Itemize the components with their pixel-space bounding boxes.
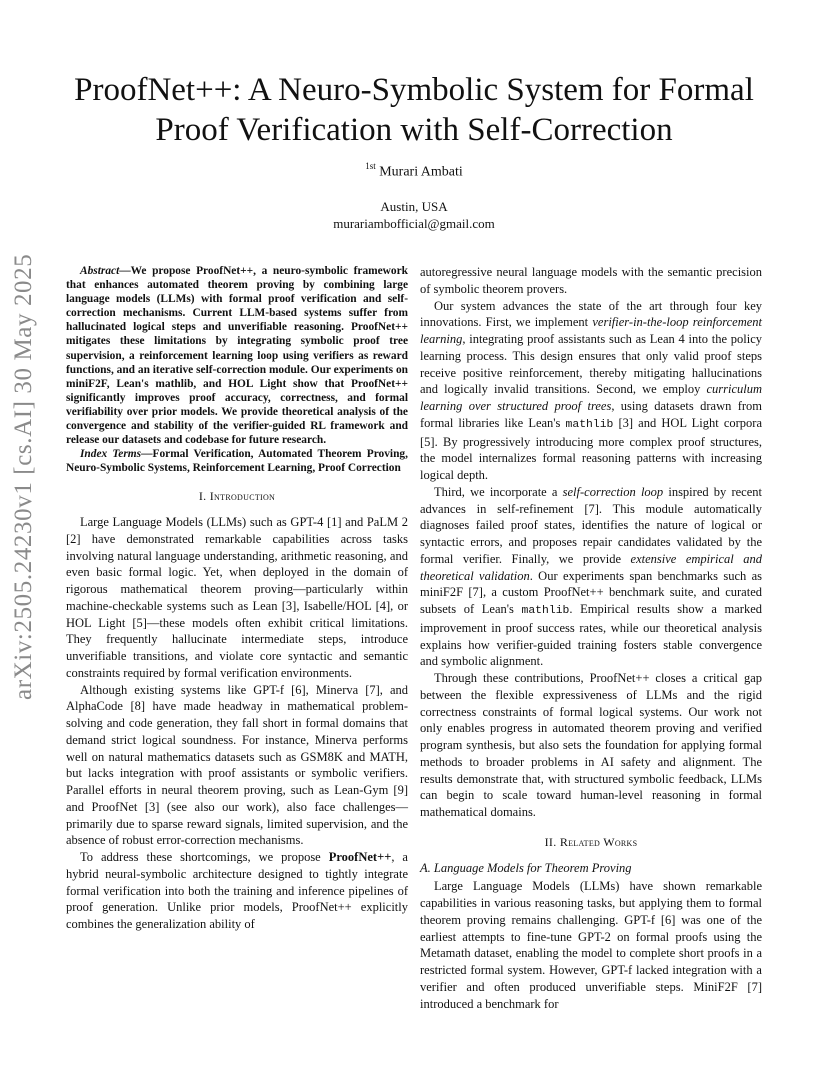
left-column — [66, 264, 408, 933]
arxiv-identifier: arXiv:2505.24230v1 [cs.AI] 30 May 2025 — [10, 253, 37, 700]
index-terms-label: Index Terms — [80, 448, 142, 461]
emphasis: curriculum learning over structured proof trees — [420, 382, 762, 413]
author — [0, 162, 828, 181]
author-name: Murari Ambati — [379, 164, 463, 180]
emphasis: self-correction loop — [562, 484, 664, 499]
author-ordinal: 1st — [365, 161, 376, 171]
text-run: [3] and HOL Light corpora [5]. By progressively introducing more complex proof structures, the model internalizes formal reasoning patterns with increasing logical depth. — [420, 415, 762, 482]
intro-paragraph-1: Large Language Models (LLMs) such as GPT-4 [1] and PaLM 2 [2] have demonstrated remarkable capabilities across tasks involving natural language understanding, arithmetic reasoning, and even basic formal logic. Yet, when deployed in the domain of rigorous mathematical theorem proving—particularly within machine-checkable systems such as Lean [3], Isabelle/HOL [4], or HOL Light [5]—these models often exhibit critical limitations. They frequently hallucinate intermediate steps, introduce unverifiable transitions, and violate core syntactic and semantic constraints required by formal verification environments. — [66, 515, 408, 680]
abstract-text: We propose ProofNet++, a neuro-symbolic framework that enhances automated theorem proving by combining large language models (LLMs) with formal proof verification and self-correction mechanisms. Current LLM-based systems suffer from hallucinated logical steps and unverifiable reasoning. ProofNet++ mitigates these limitations by integrating symbolic proof tree supervision, a reinforcement learning loop using verifiers as reward functions, and an iterative self-correction module. Our experiments on miniF2F, Lean's mathlib, and HOL Light show that ProofNet++ significantly improves proof accuracy, correctness, and formal verifiability over prior models. We provide theoretical analysis of the convergence and stability of the verifier-guided RL framework and release our datasets and codebase for future research. — [66, 265, 408, 447]
text-run: . Our experiments span benchmarks such as miniF2F [7], a custom ProofNet++ benchmark suite, and curated subsets of Lean's — [420, 568, 762, 616]
emphasis: verifier-in-the-loop reinforcement learning — [420, 315, 762, 346]
section-heading-introduction — [66, 488, 408, 505]
affiliation — [0, 198, 828, 232]
intro-paragraph-2: Although existing systems like GPT-f [6], Minerva [7], and AlphaCode [8] have made headway in mathematical problem-solving and code generation, they fall short in formal domains that demand strict logical soundness. For instance, Minerva performs well on natural mathematics datasets such as GSM8K and MATH, but lacks integration with proof assistants or symbolic verifiers. Parallel efforts in neural theorem proving, such as Lean-Gym [9] and ProofNet [3] (see also our work), also face challenges—primarily due to sparse reward signals, limited supervision, and the absence of robust error-correction mechanisms. — [66, 682, 408, 848]
index-terms-text: Formal Verification, Automated Theorem Proving, Neuro-Symbolic Systems, Reinforcement Learning, Proof Correction — [66, 448, 408, 475]
emphasis: extensive empirical and theoretical validation — [420, 551, 762, 583]
author-email: murariambofficial@gmail.com — [333, 216, 495, 231]
text-run: . Empirical results show a marked improvement in proof success rates, while our theoretical analysis explains how verifier-guided training fosters stable convergence and symbolic alignment. — [420, 602, 762, 669]
text-run: , a hybrid neural-symbolic architecture designed to tightly integrate formal verification into both the training and inference pipelines of proof generation. Unlike prior models, ProofNet++ explicitly combines the generalization ability of — [66, 850, 408, 932]
proofnet-name: ProofNet++ — [328, 850, 392, 865]
text-run: Our system advances the state of the art through four key innovations. First, we implement — [420, 298, 762, 330]
subsection-heading: A. Language Models for Theorem Proving — [420, 860, 632, 875]
intro-paragraph-3-continued: autoregressive neural language models with the semantic precision of symbolic theorem provers. — [420, 265, 762, 296]
text-run: inspired by recent advances in self-refinement [7]. This module automatically diagnoses failed proof states, identifies the nature of logical or syntactic errors, and proposes repair candidates validated by the formal verifier. Finally, we provide — [420, 484, 762, 566]
intro-paragraph-5 — [420, 484, 762, 670]
text-run: , using datasets drawn from formal libraries like Lean's — [420, 399, 762, 430]
text-run: To address these shortcomings, we propose — [80, 850, 329, 865]
intro-paragraph-3 — [66, 849, 408, 933]
code-mathlib: mathlib — [565, 418, 614, 431]
index-terms: Index Terms—Formal Verification, Automated Theorem Proving, Neuro-Symbolic Systems, Reinforcement Learning, Proof Correction — [66, 448, 408, 475]
section-heading-related-works — [420, 834, 762, 851]
abstract-label: Abstract — [80, 265, 120, 277]
related-paragraph-1: Large Language Models (LLMs) have shown remarkable capabilities in various reasoning tasks, but applying them to formal theorem proving remains challenging. GPT-f [6] was one of the earliest attempts to fine-tune GPT-2 on formal proofs using the Metamath dataset, enabling the model to complete short proofs in a restricted formal system. However, GPT-f lacked integration with a verifier and often produced unverifiable steps. MiniF2F [7] introduced a benchmark for — [420, 879, 762, 1011]
affiliation-city: Austin, USA — [380, 199, 448, 214]
section-title: Introduction — [209, 489, 276, 504]
paper-title: ProofNet++: A Neuro-Symbolic System for Formal Proof Verification with Self-Correction — [74, 72, 754, 148]
intro-paragraph-6: Through these contributions, ProofNet++ closes a critical gap between the flexible expressiveness of LLMs and the rigid correctness constraints of formal logical systems. Our work not only enables progress in automated theorem proving and verified program synthesis, but also sets the foundation for applying formal methods to broader problems in AI safety and alignment. The results demonstrate that, with structured symbolic feedback, LLMs can begin to scale toward human-level reasoning in formal mathematical domains. — [420, 671, 762, 819]
section-number: II. — [544, 834, 560, 849]
code-mathlib: mathlib — [521, 605, 570, 617]
intro-paragraph-4 — [420, 298, 762, 484]
section-title: Related Works — [559, 834, 638, 849]
section-number: I. — [198, 489, 210, 504]
right-column — [420, 264, 762, 1012]
text-run: , integrating proof assistants such as Lean 4 into the policy learning process. This design ensures that only valid proof steps receive positive reinforcement, thereby mitigating hallucinations and logically invalid transitions. Second, we employ — [420, 332, 762, 397]
abstract: Abstract—We propose ProofNet++, a neuro-symbolic framework that enhances automated theorem proving by combining large language models (LLMs) with formal proof verification and self-correction mechanisms. Current LLM-based systems suffer from hallucinated logical steps and unverifiable reasoning. ProofNet++ mitigates these limitations by integrating symbolic proof tree supervision, a reinforcement learning loop using verifiers as reward functions, and an iterative self-correction module. Our experiments on miniF2F, Lean's mathlib, and HOL Light show that ProofNet++ significantly improves proof accuracy, correctness, and formal verifiability over prior models. We provide theoretical analysis of the convergence and stability of the verifier-guided RL framework and release our datasets and codebase for future research. — [66, 265, 408, 447]
text-run: Third, we incorporate a — [434, 484, 563, 499]
